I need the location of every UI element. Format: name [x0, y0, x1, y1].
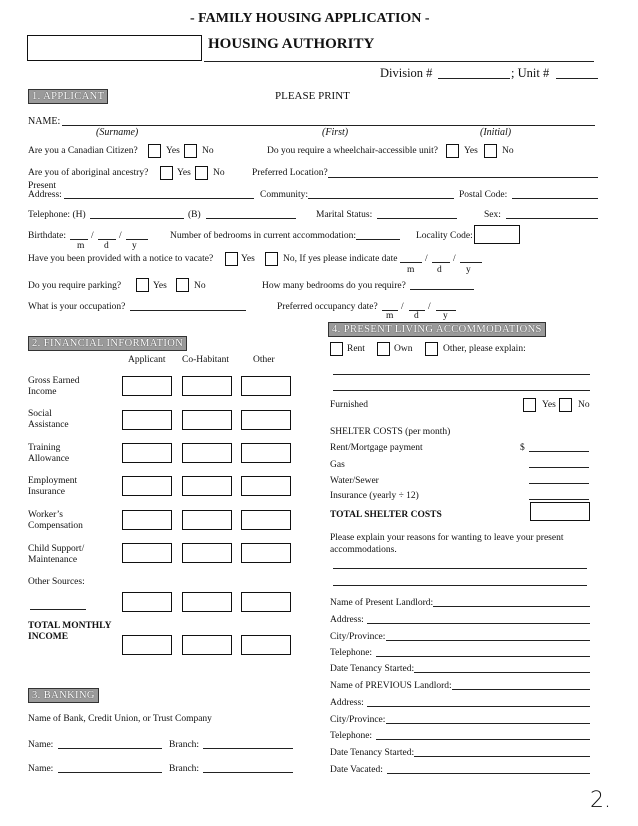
rent-mortgage-field[interactable]: [529, 451, 589, 452]
sex-field[interactable]: [506, 218, 598, 219]
present-tenancy-start-label: Date Tenancy Started:: [330, 664, 415, 674]
furnished-yes-checkbox[interactable]: [523, 398, 536, 412]
occupancy-y-caption: y: [443, 311, 448, 321]
address-label: Address:: [28, 190, 62, 200]
income-label-3b: Allowance: [28, 454, 70, 464]
locality-code-box[interactable]: [474, 225, 520, 244]
total-monthly-label-1: TOTAL MONTHLY: [28, 621, 112, 631]
vacate-slash-1: /: [425, 254, 428, 264]
postal-code-label: Postal Code:: [459, 190, 508, 200]
branch-label-2: Branch:: [169, 764, 200, 774]
other-explain-line-2[interactable]: [333, 390, 590, 391]
own-label: Own: [394, 344, 413, 354]
citizen-yes-checkbox[interactable]: [148, 144, 161, 158]
furnished-yes-label: Yes: [542, 400, 556, 410]
workers-comp-cohabitant-box[interactable]: [182, 510, 232, 530]
wheelchair-no-label: No: [502, 146, 514, 156]
present-landlord-address-label: Address:: [330, 615, 364, 625]
employment-insurance-other-box[interactable]: [241, 476, 291, 496]
water-sewer-field[interactable]: [529, 483, 589, 484]
aboriginal-no-checkbox[interactable]: [195, 166, 208, 180]
vacate-year-field[interactable]: [460, 262, 482, 263]
employment-insurance-cohabitant-box[interactable]: [182, 476, 232, 496]
citizen-yes-label: Yes: [166, 146, 180, 156]
telephone-business-label: (B): [188, 210, 201, 220]
vacate-slash-2: /: [453, 254, 456, 264]
birthdate-slash-1: /: [91, 231, 94, 241]
telephone-home-label: Telephone: (H): [28, 210, 86, 220]
section-applicant-header: 1. APPLICANT: [28, 89, 108, 104]
present-label: Present: [28, 181, 56, 191]
gas-label: Gas: [330, 460, 345, 470]
training-allowance-cohabitant-box[interactable]: [182, 443, 232, 463]
workers-comp-applicant-box[interactable]: [122, 510, 172, 530]
training-allowance-applicant-box[interactable]: [122, 443, 172, 463]
form-title: - FAMILY HOUSING APPLICATION -: [190, 11, 430, 26]
gross-income-other-box[interactable]: [241, 376, 291, 396]
other-accommodation-checkbox[interactable]: [425, 342, 438, 356]
occupancy-date-label: Preferred occupancy date?: [277, 302, 378, 312]
first-caption: (First): [322, 127, 349, 138]
occupancy-slash-2: /: [428, 302, 431, 312]
other-sources-applicant-box[interactable]: [122, 592, 172, 612]
vacate-question: Have you been provided with a notice to vacate?: [28, 254, 214, 264]
parking-yes-checkbox[interactable]: [136, 278, 149, 292]
citizen-question: Are you a Canadian Citizen?: [28, 146, 138, 156]
unit-field[interactable]: [556, 78, 598, 79]
income-label-1b: Income: [28, 387, 57, 397]
section-present-accommodations-header: 4. PRESENT LIVING ACCOMMODATIONS: [328, 322, 546, 337]
other-sources-cohabitant-box[interactable]: [182, 592, 232, 612]
water-sewer-label: Water/Sewer: [330, 476, 379, 486]
postal-code-field[interactable]: [512, 198, 598, 199]
telephone-home-field[interactable]: [90, 218, 184, 219]
section-financial-header: 2. FINANCIAL INFORMATION: [28, 336, 187, 351]
community-label: Community:: [260, 190, 309, 200]
social-assistance-other-box[interactable]: [241, 410, 291, 430]
income-label-2a: Social: [28, 409, 52, 419]
date-vacated-label: Date Vacated:: [330, 765, 383, 775]
present-landlord-address-field[interactable]: [367, 623, 590, 624]
social-assistance-cohabitant-box[interactable]: [182, 410, 232, 430]
furnished-no-checkbox[interactable]: [559, 398, 572, 412]
income-label-6b: Maintenance: [28, 555, 78, 565]
other-explain-line-1[interactable]: [333, 374, 590, 375]
previous-landlord-field[interactable]: [452, 689, 590, 690]
child-support-cohabitant-box[interactable]: [182, 543, 232, 563]
income-label-1a: Gross Earned: [28, 376, 80, 386]
furnished-label: Furnished: [330, 400, 368, 410]
header-rule: [204, 61, 594, 62]
please-print: PLEASE PRINT: [275, 90, 350, 102]
own-checkbox[interactable]: [377, 342, 390, 356]
unit-label: ; Unit #: [511, 66, 550, 80]
bedrooms-current-label: Number of bedrooms in current accommodation:: [170, 231, 356, 241]
preferred-location-label: Preferred Location?: [252, 168, 328, 178]
wheelchair-yes-label: Yes: [464, 146, 478, 156]
shelter-costs-heading: SHELTER COSTS (per month): [330, 427, 451, 437]
income-label-3a: Training: [28, 443, 61, 453]
division-label: Division #: [380, 66, 433, 80]
parking-no-label: No: [194, 281, 206, 291]
birthdate-label: Birthdate:: [28, 231, 66, 241]
birthdate-slash-2: /: [119, 231, 122, 241]
bedrooms-required-label: How many bedrooms do you require?: [262, 281, 406, 291]
total-income-applicant-box[interactable]: [122, 635, 172, 655]
rent-checkbox[interactable]: [330, 342, 343, 356]
gross-income-applicant-box[interactable]: [122, 376, 172, 396]
branch-field-1[interactable]: [203, 748, 293, 749]
dollar-sign: $: [520, 443, 525, 453]
wheelchair-question: Do you require a wheelchair-accessible unit?: [267, 146, 438, 156]
parking-yes-label: Yes: [153, 281, 167, 291]
insurance-label: Insurance (yearly ÷ 12): [330, 491, 419, 501]
rent-label: Rent: [347, 344, 365, 354]
previous-tenancy-start-field[interactable]: [414, 756, 590, 757]
parking-question: Do you require parking?: [28, 281, 122, 291]
birthdate-day-field[interactable]: [98, 239, 116, 240]
col-cohabitant-header: Co-Habitant: [182, 355, 229, 365]
occupancy-m-caption: m: [386, 311, 394, 321]
branch-field-2[interactable]: [203, 772, 293, 773]
previous-landlord-telephone-label: Telephone:: [330, 731, 373, 741]
occupation-field[interactable]: [130, 310, 246, 311]
aboriginal-yes-checkbox[interactable]: [160, 166, 173, 180]
total-shelter-label: TOTAL SHELTER COSTS: [330, 510, 442, 520]
vacate-month-field[interactable]: [400, 262, 422, 263]
workers-comp-other-box[interactable]: [241, 510, 291, 530]
citizen-no-checkbox[interactable]: [184, 144, 197, 158]
present-landlord-telephone-field[interactable]: [376, 656, 590, 657]
previous-landlord-city-label: City/Province:: [330, 715, 386, 725]
employment-insurance-applicant-box[interactable]: [122, 476, 172, 496]
present-landlord-label: Name of Present Landlord:: [330, 598, 434, 608]
section-banking-header: 3. BANKING: [28, 688, 99, 703]
vacate-no-checkbox[interactable]: [265, 252, 278, 266]
citizen-no-label: No: [202, 146, 214, 156]
other-sources-other-box[interactable]: [241, 592, 291, 612]
other-sources-field[interactable]: [30, 609, 86, 610]
present-landlord-telephone-label: Telephone:: [330, 648, 373, 658]
reasons-text-line-1: Please explain your reasons for wanting to leave your present: [330, 533, 564, 543]
vacate-y-caption: y: [466, 265, 471, 275]
sex-label: Sex:: [484, 210, 501, 220]
col-other-header: Other: [253, 355, 275, 365]
aboriginal-yes-label: Yes: [177, 168, 191, 178]
vacate-m-caption: m: [407, 265, 415, 275]
vacate-no-label: No, If yes please indicate date: [283, 254, 398, 264]
present-landlord-field[interactable]: [433, 606, 590, 607]
bedrooms-required-field[interactable]: [410, 289, 474, 290]
income-label-4a: Employment: [28, 476, 78, 486]
telephone-business-field[interactable]: [206, 218, 296, 219]
aboriginal-question: Are you of aboriginal ancestry?: [28, 168, 149, 178]
income-label-2b: Assistance: [28, 420, 69, 430]
birthdate-year-field[interactable]: [126, 239, 148, 240]
bank-name-field-1[interactable]: [58, 748, 162, 749]
total-income-other-box[interactable]: [241, 635, 291, 655]
bank-name-label-1: Name:: [28, 740, 54, 750]
date-vacated-field[interactable]: [387, 773, 590, 774]
occupation-question: What is your occupation?: [28, 302, 126, 312]
reasons-line-1[interactable]: [333, 568, 587, 569]
income-label-4b: Insurance: [28, 487, 65, 497]
reasons-line-2[interactable]: [333, 585, 587, 586]
community-field[interactable]: [308, 198, 454, 199]
previous-landlord-city-field[interactable]: [386, 723, 590, 724]
previous-landlord-address-label: Address:: [330, 698, 364, 708]
present-landlord-city-label: City/Province:: [330, 632, 386, 642]
locality-code-label: Locality Code:: [416, 231, 473, 241]
marital-status-label: Marital Status:: [316, 210, 373, 220]
initial-caption: (Initial): [480, 127, 512, 138]
division-field[interactable]: [438, 78, 510, 79]
previous-landlord-telephone-field[interactable]: [376, 739, 590, 740]
address-field[interactable]: [64, 198, 254, 199]
birthdate-d-caption: d: [104, 241, 109, 251]
income-label-6a: Child Support/: [28, 544, 85, 554]
preferred-location-field[interactable]: [328, 177, 598, 178]
present-landlord-city-field[interactable]: [386, 640, 590, 641]
occupancy-d-caption: d: [414, 311, 419, 321]
vacate-day-field[interactable]: [432, 262, 450, 263]
bank-name-label-2: Name:: [28, 764, 54, 774]
previous-landlord-label: Name of PREVIOUS Landlord:: [330, 681, 452, 691]
child-support-other-box[interactable]: [241, 543, 291, 563]
previous-landlord-address-field[interactable]: [367, 706, 590, 707]
bedrooms-current-field[interactable]: [356, 239, 400, 240]
present-tenancy-start-field[interactable]: [414, 672, 590, 673]
vacate-d-caption: d: [437, 265, 442, 275]
vacate-yes-checkbox[interactable]: [225, 252, 238, 266]
birthdate-month-field[interactable]: [70, 239, 88, 240]
total-income-cohabitant-box[interactable]: [182, 635, 232, 655]
gross-income-cohabitant-box[interactable]: [182, 376, 232, 396]
page-number: 2.: [590, 788, 611, 813]
occupancy-slash-1: /: [401, 302, 404, 312]
other-accommodation-label: Other, please explain:: [443, 344, 526, 354]
gas-field[interactable]: [529, 467, 589, 468]
social-assistance-applicant-box[interactable]: [122, 410, 172, 430]
birthdate-m-caption: m: [77, 241, 85, 251]
bank-name-label: Name of Bank, Credit Union, or Trust Company: [28, 714, 212, 724]
wheelchair-yes-checkbox[interactable]: [446, 144, 459, 158]
total-monthly-label-2: INCOME: [28, 632, 69, 642]
previous-tenancy-start-label: Date Tenancy Started:: [330, 748, 415, 758]
rent-mortgage-label: Rent/Mortgage payment: [330, 443, 423, 453]
marital-status-field[interactable]: [377, 218, 457, 219]
reasons-text-line-2: accommodations.: [330, 545, 397, 555]
birthdate-y-caption: y: [132, 241, 137, 251]
authority-name-box[interactable]: [27, 35, 202, 61]
aboriginal-no-label: No: [213, 168, 225, 178]
name-field[interactable]: [62, 125, 595, 126]
total-shelter-box[interactable]: [530, 502, 590, 521]
authority-title: HOUSING AUTHORITY: [208, 36, 375, 52]
training-allowance-other-box[interactable]: [241, 443, 291, 463]
branch-label-1: Branch:: [169, 740, 200, 750]
bank-name-field-2[interactable]: [58, 772, 162, 773]
wheelchair-no-checkbox[interactable]: [484, 144, 497, 158]
surname-caption: (Surname): [96, 127, 139, 138]
parking-no-checkbox[interactable]: [176, 278, 189, 292]
vacate-yes-label: Yes: [241, 254, 255, 264]
income-label-5a: Worker’s: [28, 510, 63, 520]
name-label: NAME:: [28, 116, 61, 127]
col-applicant-header: Applicant: [128, 355, 166, 365]
furnished-no-label: No: [578, 400, 590, 410]
child-support-applicant-box[interactable]: [122, 543, 172, 563]
income-label-5b: Compensation: [28, 521, 83, 531]
other-sources-label: Other Sources:: [28, 577, 85, 587]
insurance-field[interactable]: [529, 499, 589, 500]
